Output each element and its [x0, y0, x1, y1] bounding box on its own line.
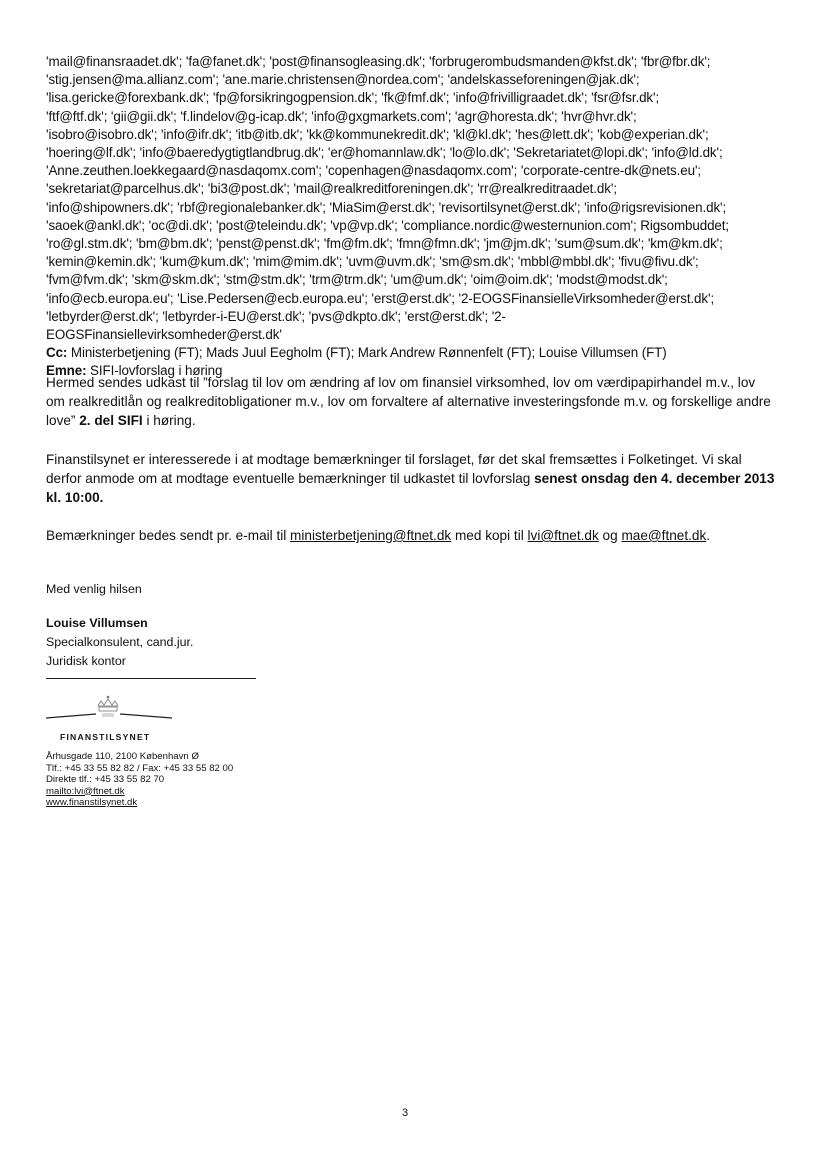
- contact-direct: Direkte tlf.: +45 33 55 82 70: [46, 774, 165, 785]
- contact-address: Århusgade 110, 2100 København Ø: [46, 751, 199, 762]
- closing-greeting: Med venlig hilsen: [46, 582, 142, 596]
- cc-label: Cc:: [46, 345, 68, 361]
- recipient-line: 'stig.jensen@ma.allianz.com'; 'ane.marie.christensen@nordea.com'; 'andelskasseforeningen@jak.dk';: [46, 72, 640, 88]
- subject-value: SIFI-lovforslag i høring: [86, 363, 223, 379]
- subject-label: Emne:: [46, 363, 87, 379]
- logo-wordmark: FINANSTILSYNET: [60, 732, 151, 742]
- recipient-line: EOGSFinansiellevirksomheder@erst.dk': [46, 327, 282, 343]
- signature-name: Louise Villumsen: [46, 616, 148, 630]
- paragraph-email: [46, 526, 776, 545]
- email-link-mae[interactable]: mae@ftnet.dk: [621, 528, 707, 543]
- contact-phone: Tlf.: +45 33 55 82 82 / Fax: +45 33 55 82 00: [46, 762, 234, 774]
- paragraph-intro: [46, 373, 776, 430]
- paragraph-text: med kopi til: [451, 528, 528, 543]
- cc-line: [46, 344, 786, 362]
- cc-value: Ministerbetjening (FT); Mads Juul Eegholm (FT); Mark Andrew Rønnenfelt (FT); Louise Villumsen (FT): [67, 345, 667, 361]
- recipient-line: 'info@ecb.europa.eu'; 'Lise.Pedersen@ecb.europa.eu'; 'erst@erst.dk'; '2-EOGSFinansielleVirksomheder@erst.dk';: [46, 290, 715, 306]
- contact-block: [46, 751, 233, 809]
- signature-dept: Juridisk kontor: [46, 654, 126, 668]
- recipient-line: 'sekretariat@parcelhus.dk'; 'bi3@post.dk'; 'mail@realkreditforeningen.dk'; 'rr@realkreditraadet.dk';: [46, 181, 617, 197]
- signature-divider: [46, 678, 256, 679]
- paragraph-bold: 2. del SIFI: [79, 413, 143, 428]
- paragraph-text: i høring.: [142, 413, 196, 428]
- recipient-line: 'saoek@ankl.dk'; 'oc@di.dk'; 'post@teleindu.dk'; 'vp@vp.dk'; 'compliance.nordic@westernunion.com'; Rigsombuddet;: [46, 217, 730, 233]
- page-number: 3: [402, 1107, 409, 1119]
- recipient-line: 'ftf@ftf.dk'; 'gii@gii.dk'; 'f.lindelov@g-icap.dk'; 'info@gxgmarkets.com'; 'agr@horesta.dk'; 'hvr@hvr.dk';: [46, 108, 637, 124]
- recipient-line: 'fvm@fvm.dk'; 'skm@skm.dk'; 'stm@stm.dk'; 'trm@trm.dk'; 'um@um.dk'; 'oim@oim.dk'; 'modst@modst.dk';: [46, 272, 668, 288]
- paragraph-text: .: [706, 528, 711, 543]
- paragraph-deadline: [46, 450, 776, 507]
- recipient-line: 'isobro@isobro.dk'; 'info@ifr.dk'; 'itb@itb.dk'; 'kk@kommunekredit.dk'; 'kl@kl.dk'; 'hes@lett.dk'; 'kob@experian.dk';: [46, 126, 709, 142]
- contact-web-link[interactable]: www.finanstilsynet.dk: [46, 797, 138, 808]
- recipient-line: 'kemin@kemin.dk'; 'kum@kum.dk'; 'mim@mim.dk'; 'uvm@uvm.dk'; 'sm@sm.dk'; 'mbbl@mbbl.dk'; 'fivu@fivu.dk';: [46, 254, 699, 270]
- recipient-line: 'letbyrder@erst.dk'; 'letbyrder-i-EU@erst.dk'; 'pvs@dkpto.dk'; 'erst@erst.dk'; '2-: [46, 308, 506, 324]
- deadline-bold: senest onsdag den 4. december 2013 kl. 10:00.: [46, 471, 775, 505]
- crown-logo-icon: [46, 692, 176, 732]
- paragraph-text: og: [598, 528, 622, 543]
- paragraph-text: Bemærkninger bedes sendt pr. e-mail til: [46, 528, 291, 543]
- recipient-line: 'info@shipowners.dk'; 'rbf@regionalebanker.dk'; 'MiaSim@erst.dk'; 'revisortilsynet@erst.dk'; 'info@rigsrevisionen.dk';: [46, 199, 727, 215]
- signature-block: [46, 614, 776, 671]
- contact-mail-link[interactable]: mailto:lvi@ftnet.dk: [46, 785, 125, 797]
- recipient-line: 'lisa.gericke@forexbank.dk'; 'fp@forsikringogpension.dk'; 'fk@fmf.dk'; 'info@frivilligraadet.dk'; 'fsr@fsr.dk';: [46, 90, 660, 106]
- signature-title: Specialkonsulent, cand.jur.: [46, 635, 194, 649]
- email-link-ministerbetjening[interactable]: ministerbetjening@ftnet.dk: [290, 528, 452, 543]
- paragraph-text: Hermed sendes udkast til ”forslag til lov om ændring af lov om finansiel virksomhed, lov om værdipapirhandel m.v., lov om realkreditlån og realkreditobligationer m.v., lov om forvaltere af alternative investeringsfonde m.v. og forskellige andre love”: [46, 375, 771, 428]
- recipient-line: 'hoering@lf.dk'; 'info@baeredygtigtlandbrug.dk'; 'er@homannlaw.dk'; 'lo@lo.dk'; 'Sekretariatet@lopi.dk'; 'info@ld.dk';: [46, 145, 723, 161]
- paragraph-text: Finanstilsynet er interesserede i at modtage bemærkninger til forslaget, før det skal fremsættes i Folketinget. Vi skal derfor anmode om at modtage eventuelle bemærkninger til udkastet til lovforslag: [46, 452, 742, 486]
- recipient-line: 'ro@gl.stm.dk'; 'bm@bm.dk'; 'penst@penst.dk'; 'fm@fm.dk'; 'fmn@fmn.dk'; 'jm@jm.dk'; 'sum@sum.dk'; 'km@km.dk';: [46, 236, 723, 252]
- recipient-line: 'Anne.zeuthen.loekkegaard@nasdaqomx.com'; 'copenhagen@nasdaqomx.com'; 'corporate-centre-dk@nets.eu';: [46, 163, 702, 179]
- email-link-lvi[interactable]: lvi@ftnet.dk: [527, 528, 599, 543]
- recipient-line: 'mail@finansraadet.dk'; 'fa@fanet.dk'; 'post@finansogleasing.dk'; 'forbrugerombudsmanden@kfst.dk'; 'fbr@fbr.dk';: [46, 54, 711, 69]
- recipient-list: [46, 53, 786, 381]
